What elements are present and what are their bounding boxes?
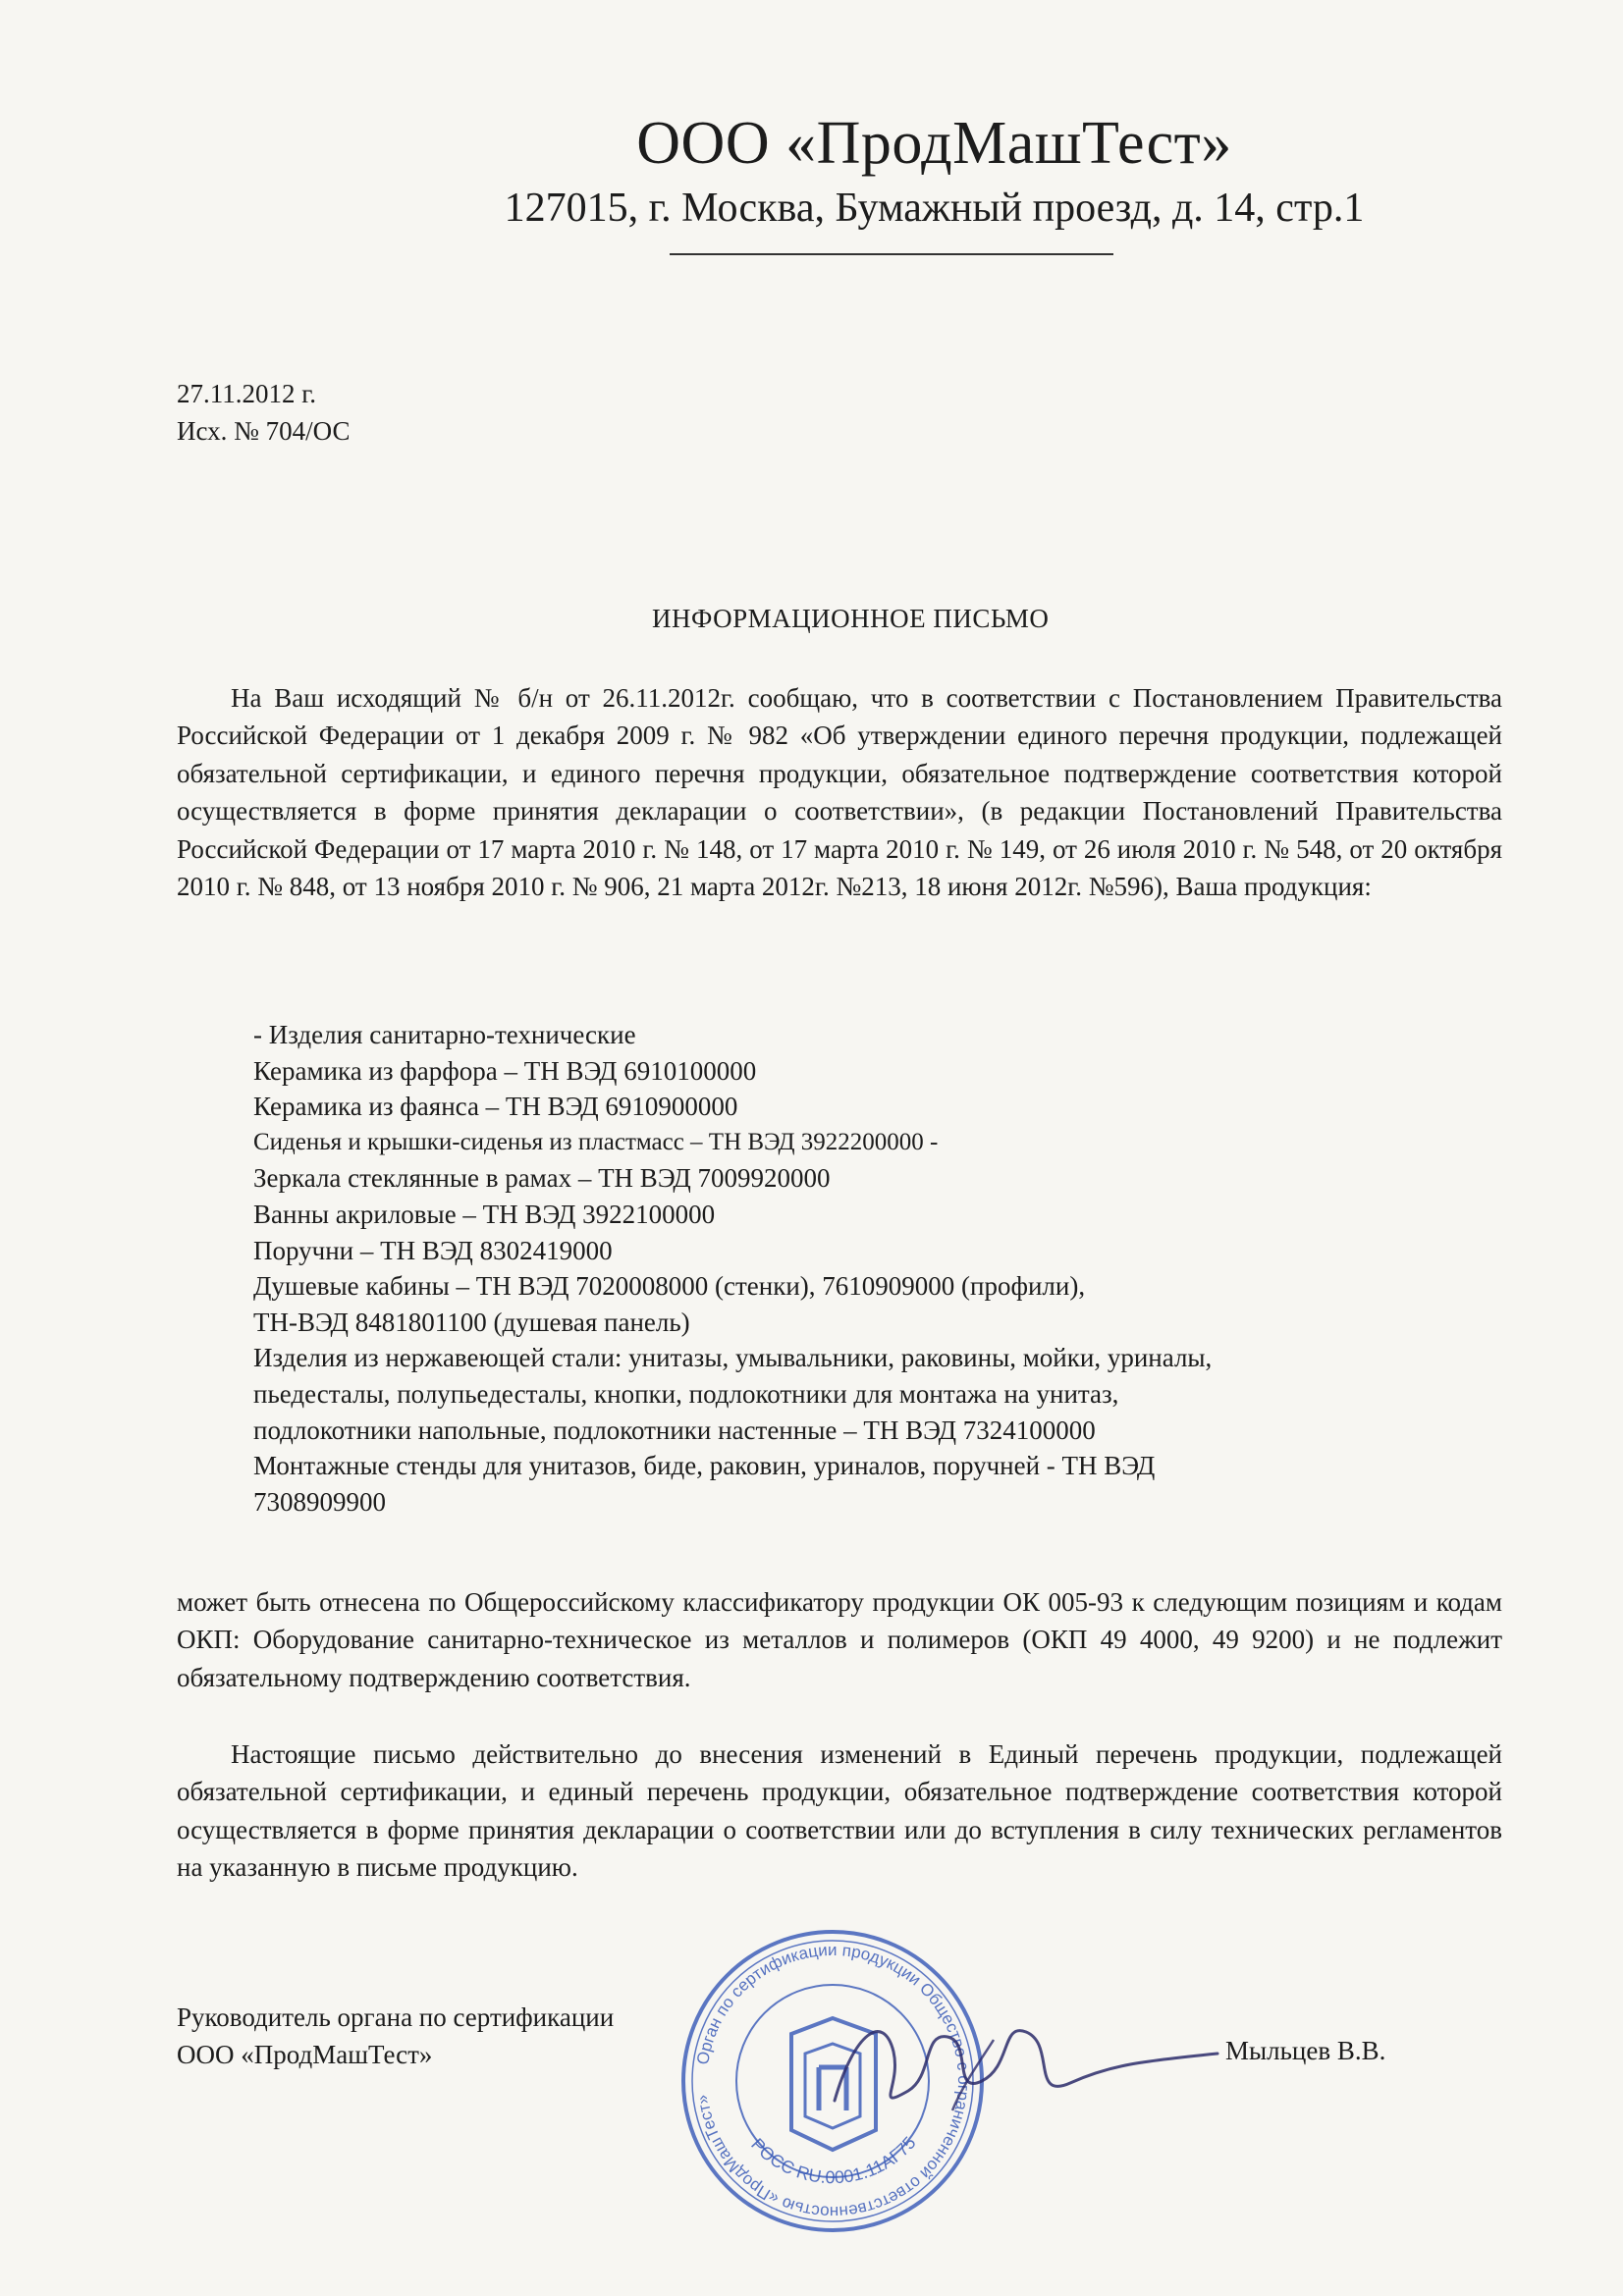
list-item: Керамика из фаянса – ТН ВЭД 6910900000	[253, 1092, 738, 1122]
org-address: 127015, г. Москва, Бумажный проезд, д. 14, стр.1	[504, 186, 1365, 231]
list-item: Изделия из нержавеющей стали: унитазы, умывальники, раковины, мойки, уриналы,	[253, 1343, 1213, 1373]
org-name: ООО «ПродМашТест»	[636, 110, 1232, 177]
document-title: ИНФОРМАЦИОННОЕ ПИСЬМО	[652, 604, 1050, 633]
list-item: Ванны акриловые – ТН ВЭД 3922100000	[253, 1199, 716, 1229]
signer-name: Мыльцев В.В.	[1225, 2036, 1386, 2065]
list-item: Сиденья и крышки-сиденья из пластмасс – ТН ВЭД 3922200000 -	[253, 1128, 939, 1155]
list-item: - Изделия санитарно-технические	[253, 1020, 636, 1049]
list-item: пьедесталы, полупьедесталы, кнопки, подлокотники для монтажа на унитаз,	[253, 1378, 1119, 1409]
paragraph-classification: может быть отнесена по Общероссийскому классификатору продукции ОК 005-93 к следующим позициям и кодам ОКП: Оборудование санитарно-техническое из металлов и полимеров (ОКП 49 4000, 49 9200) и не подлежит обязательному подтверждению соответствия.	[177, 1587, 1502, 1692]
list-item: Душевые кабины – ТН ВЭД 7020008000 (стенки), 7610909000 (профили),	[253, 1271, 1086, 1302]
list-item: ТН-ВЭД 8481801100 (душевая панель)	[253, 1307, 690, 1337]
list-item: 7308909900	[253, 1486, 386, 1517]
letter-date: 27.11.2012 г.	[177, 379, 317, 408]
product-list	[253, 1017, 1510, 1520]
letterhead	[0, 108, 1623, 234]
position-org: ООО «ПродМашТест»	[177, 2040, 433, 2069]
outgoing-number: Исх. № 704/ОС	[177, 416, 351, 446]
letter-meta	[177, 375, 350, 450]
stamp-outer-text: Орган по сертификации продукции Общество с ограниченной ответственностью «ПродМашТест»	[692, 1940, 974, 2222]
list-item: Керамика из фарфора – ТН ВЭД 6910100000	[253, 1055, 757, 1086]
stamp-registration: РОСС RU.0001.11АГ75	[747, 2132, 920, 2188]
paragraph-intro: На Ваш исходящий № б/н от 26.11.2012г. сообщаю, что в соответствии с Постановлением Правительства Российской Федерации от 1 декабря 2009 г. № 982 «Об утверждении единого перечня продукции, подлежащей обязательной сертификации, и единого перечня продукции, обязательное подтверждение соответствия которой осуществляется в форме принятия декларации о соответствии», (в редакции Постановлений Правительства Российской Федерации от 17 марта 2010 г. № 148, от 17 марта 2010 г. № 149, от 26 июля 2010 г. № 548, от 20 октября 2010 г. № 848, от 13 ноября 2010 г. № 906, 21 марта 2012г. №213, 18 июня 2012г. №596), Ваша продукция:	[177, 683, 1502, 902]
handwritten-signature	[815, 1993, 1227, 2140]
position-line: Руководитель органа по сертификации	[177, 2002, 615, 2032]
header-divider	[670, 253, 1113, 255]
list-item: Зеркала стеклянные в рамах – ТН ВЭД 7009920000	[253, 1163, 831, 1194]
list-item: Монтажные стенды для унитазов, биде, раковин, уриналов, поручней - ТН ВЭД	[253, 1451, 1156, 1481]
list-item: Поручни – ТН ВЭД 8302419000	[253, 1235, 613, 1265]
paragraph-validity: Настоящие письмо действительно до внесения изменений в Единый перечень продукции, подлежащей обязательной сертификации, и единый перечень продукции, обязательное подтверждение соответствия которой осуществляется в форме принятия декларации о соответствии или до вступления в силу технических регламентов на указанную в письме продукцию.	[177, 1739, 1502, 1883]
signatory-position	[177, 1999, 614, 2073]
svg-text:РОСС RU.0001.11АГ75	[747, 2133, 920, 2187]
list-item: подлокотники напольные, подлокотники настенные – ТН ВЭД 7324100000	[253, 1415, 1096, 1445]
